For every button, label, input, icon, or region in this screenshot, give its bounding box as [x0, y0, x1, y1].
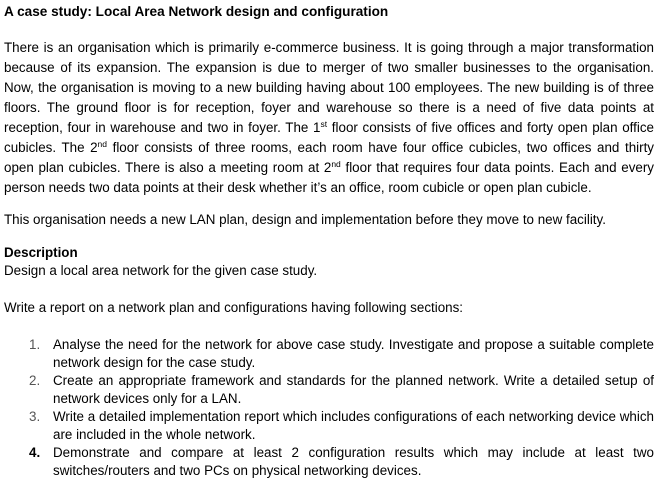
- list-item-number: 3.: [29, 409, 41, 424]
- report-instructions: Write a report on a network plan and configurations having following sections:: [4, 300, 464, 315]
- list-item-text: Demonstrate and compare at least 2 configuration results which may include at least two switches/routers and two PCs on physical networking devices.: [53, 445, 654, 478]
- list-item: [4, 336, 654, 372]
- description-text: Design a local area network for the given case study.: [4, 263, 318, 278]
- description-heading: Description: [4, 245, 78, 260]
- list-item: [4, 372, 654, 408]
- list-item-text: Analyse the need for the network for above case study. Investigate and propose a suitable complete network design for the case study.: [53, 337, 654, 370]
- intro-text-c: floor consists of three rooms, each room have four office cubicles, two offices and thirty open plan cubicles. There is also a meeting room at 2: [4, 140, 654, 175]
- list-item-number: 1.: [29, 337, 41, 352]
- intro-text-d: floor that requires four data points. Each and every person needs two data points at their desk whether it’s an office, room cubicle or open plan cubicle.: [4, 160, 654, 195]
- case-study-paragraph: [4, 38, 654, 198]
- ordinal-superscript-2nd-meeting: nd: [331, 159, 341, 169]
- list-item: [4, 444, 654, 480]
- report-sections-list: [4, 336, 654, 480]
- lan-need-paragraph: This organisation needs a new LAN plan, design and implementation before they move to new facility.: [4, 212, 606, 227]
- list-item-text: Write a detailed implementation report which includes configurations of each networking device which are included in the whole network.: [53, 409, 654, 442]
- list-item: [4, 408, 654, 444]
- ordinal-superscript-1st: st: [320, 119, 328, 129]
- intro-text-b: floor consists of five offices and forty open plan office cubicles. The 2: [4, 120, 654, 155]
- list-item-text: Create an appropriate framework and standards for the planned network. Write a detailed setup of network devices only for a LAN.: [53, 373, 654, 406]
- document-title: A case study: Local Area Network design and configuration: [4, 4, 389, 19]
- document-page: [4, 0, 654, 480]
- ordinal-superscript-2nd: nd: [97, 139, 108, 149]
- list-item-number: 2.: [29, 373, 41, 388]
- list-item-number: 4.: [29, 445, 41, 460]
- intro-text-a: There is an organisation which is primarily e-commerce business. It is going through a major transformation because of its expansion. The expansion is due to merger of two smaller businesses to the organisation. Now, the organisation is moving to a new building having about 100 employees. The new building is of three floors. The ground floor is for reception, foyer and warehouse so there is a need of five data points at reception, four in warehouse and two in foyer. The 1: [4, 40, 654, 135]
